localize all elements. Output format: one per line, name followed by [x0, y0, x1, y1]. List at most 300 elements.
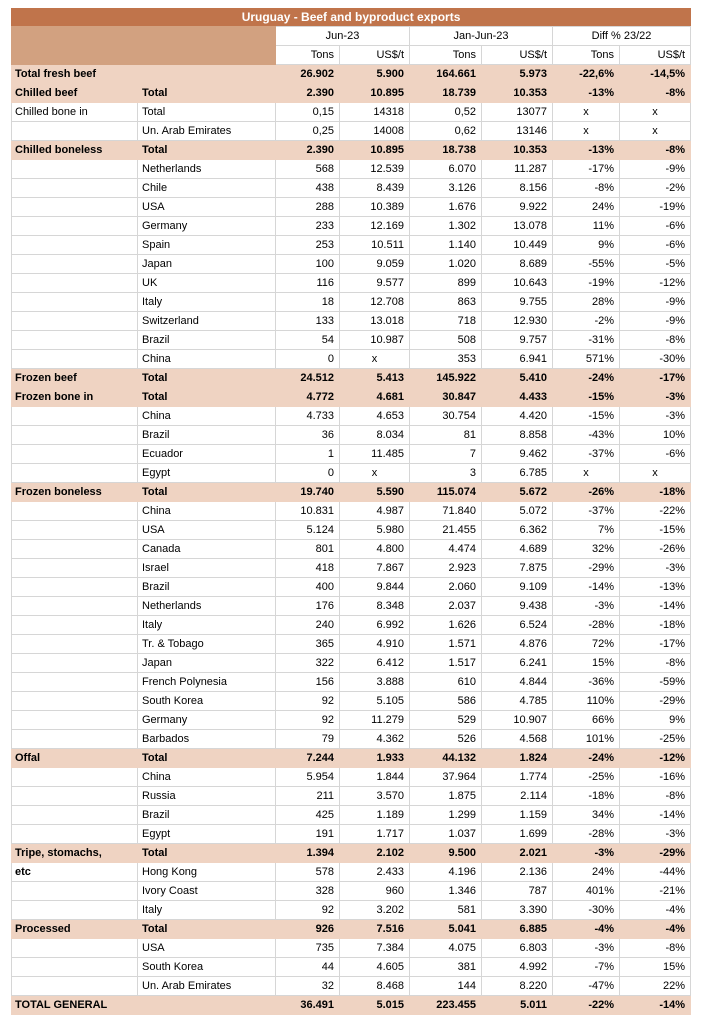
row-name: China [138, 407, 276, 426]
cell-value: 12.708 [340, 293, 410, 312]
cell-value: 2.136 [482, 863, 553, 882]
sub-header-usdt: US$/t [620, 46, 691, 65]
row-category [11, 597, 138, 616]
cell-value: 10.907 [482, 711, 553, 730]
cell-value: 401% [553, 882, 620, 901]
cell-value: -4% [553, 920, 620, 939]
cell-value: 4.689 [482, 540, 553, 559]
cell-value: 1.699 [482, 825, 553, 844]
cell-value: 28% [553, 293, 620, 312]
row-category [11, 502, 138, 521]
row-category [11, 939, 138, 958]
row-category [11, 464, 138, 483]
row-name: Italy [138, 293, 276, 312]
table-row [11, 654, 691, 673]
cell-value: -3% [620, 407, 691, 426]
cell-value: 12.539 [340, 160, 410, 179]
cell-value: 79 [276, 730, 340, 749]
cell-value: 36.491 [276, 996, 340, 1015]
cell-value: 26.902 [276, 65, 340, 84]
cell-value: 8.689 [482, 255, 553, 274]
cell-value: 425 [276, 806, 340, 825]
cell-value: -17% [620, 369, 691, 388]
cell-value: -15% [553, 407, 620, 426]
cell-value: 4.075 [410, 939, 482, 958]
cell-value: 30.847 [410, 388, 482, 407]
cell-value: 6.785 [482, 464, 553, 483]
table-row [11, 179, 691, 198]
table-row [11, 198, 691, 217]
row-category [11, 350, 138, 369]
cell-value: 13.018 [340, 312, 410, 331]
cell-value: -9% [620, 312, 691, 331]
row-category [11, 654, 138, 673]
cell-value: 3 [410, 464, 482, 483]
cell-value: 1.774 [482, 768, 553, 787]
cell-value: -26% [553, 483, 620, 502]
row-category [11, 217, 138, 236]
table-row [11, 749, 691, 768]
cell-value: 288 [276, 198, 340, 217]
table-row [11, 445, 691, 464]
cell-value: 568 [276, 160, 340, 179]
cell-value: -55% [553, 255, 620, 274]
table-row [11, 768, 691, 787]
row-category [11, 711, 138, 730]
cell-value: 10% [620, 426, 691, 445]
cell-value: 6.885 [482, 920, 553, 939]
row-category: Chilled bone in [11, 103, 138, 122]
row-category [11, 179, 138, 198]
table-title-row [11, 8, 691, 26]
sub-header-row [11, 46, 691, 65]
cell-value: 223.455 [410, 996, 482, 1015]
cell-value: 1.020 [410, 255, 482, 274]
cell-value: -44% [620, 863, 691, 882]
row-name: Un. Arab Emirates [138, 977, 276, 996]
cell-value: 4.568 [482, 730, 553, 749]
table-row [11, 407, 691, 426]
row-name: USA [138, 939, 276, 958]
cell-value: 7.384 [340, 939, 410, 958]
cell-value: 2.060 [410, 578, 482, 597]
table-row [11, 920, 691, 939]
cell-value: 7% [553, 521, 620, 540]
cell-value: -3% [620, 559, 691, 578]
table-row [11, 464, 691, 483]
cell-value: 7 [410, 445, 482, 464]
row-category [11, 806, 138, 825]
cell-value: 10.511 [340, 236, 410, 255]
cell-value: 2.923 [410, 559, 482, 578]
row-name: Un. Arab Emirates [138, 122, 276, 141]
cell-value: 12.169 [340, 217, 410, 236]
cell-value: -18% [620, 483, 691, 502]
row-category [11, 825, 138, 844]
sub-header-usdt: US$/t [340, 46, 410, 65]
cell-value: 11.485 [340, 445, 410, 464]
table-row [11, 996, 691, 1015]
cell-value: -8% [620, 939, 691, 958]
row-category [11, 312, 138, 331]
cell-value: -37% [553, 502, 620, 521]
cell-value: x [553, 103, 620, 122]
cell-value: 4.653 [340, 407, 410, 426]
cell-value: 116 [276, 274, 340, 293]
cell-value: 418 [276, 559, 340, 578]
cell-value: -59% [620, 673, 691, 692]
row-category [11, 274, 138, 293]
cell-value: 787 [482, 882, 553, 901]
cell-value: -13% [553, 141, 620, 160]
table-row [11, 331, 691, 350]
table-row [11, 312, 691, 331]
cell-value: 18.739 [410, 84, 482, 103]
row-category [11, 160, 138, 179]
cell-value: 0,25 [276, 122, 340, 141]
cell-value: -8% [620, 141, 691, 160]
cell-value: 14318 [340, 103, 410, 122]
row-name: Total [138, 84, 276, 103]
cell-value: -9% [620, 293, 691, 312]
cell-value: -4% [620, 901, 691, 920]
row-name: Total [138, 749, 276, 768]
cell-value: 11.279 [340, 711, 410, 730]
cell-value: 5.041 [410, 920, 482, 939]
cell-value: 365 [276, 635, 340, 654]
row-category [11, 692, 138, 711]
cell-value: -25% [553, 768, 620, 787]
cell-value: 9.500 [410, 844, 482, 863]
cell-value: -19% [553, 274, 620, 293]
cell-value: 0,62 [410, 122, 482, 141]
cell-value: -26% [620, 540, 691, 559]
cell-value: 5.973 [482, 65, 553, 84]
row-category [11, 787, 138, 806]
table-row [11, 711, 691, 730]
row-category: Total fresh beef [11, 65, 138, 84]
table-row [11, 236, 691, 255]
row-category [11, 901, 138, 920]
row-category: Frozen bone in [11, 388, 138, 407]
cell-value: 4.196 [410, 863, 482, 882]
cell-value: 4.362 [340, 730, 410, 749]
cell-value: 2.037 [410, 597, 482, 616]
table-row [11, 882, 691, 901]
cell-value: 11% [553, 217, 620, 236]
table-body [11, 65, 691, 1015]
cell-value: 1.037 [410, 825, 482, 844]
row-category [11, 559, 138, 578]
table-row [11, 255, 691, 274]
cell-value: 6.803 [482, 939, 553, 958]
table-row [11, 160, 691, 179]
cell-value: 54 [276, 331, 340, 350]
table-row [11, 578, 691, 597]
cell-value: x [620, 122, 691, 141]
cell-value: 1.875 [410, 787, 482, 806]
cell-value: x [620, 103, 691, 122]
cell-value: 8.156 [482, 179, 553, 198]
cell-value: 801 [276, 540, 340, 559]
table-row [11, 65, 691, 84]
cell-value: 92 [276, 711, 340, 730]
cell-value: 960 [340, 882, 410, 901]
cell-value: -3% [553, 844, 620, 863]
cell-value: 2.390 [276, 84, 340, 103]
cell-value: 13.078 [482, 217, 553, 236]
row-category: etc [11, 863, 138, 882]
cell-value: 36 [276, 426, 340, 445]
row-category: Frozen beef [11, 369, 138, 388]
sub-header-tons: Tons [276, 46, 340, 65]
cell-value: 5.954 [276, 768, 340, 787]
cell-value: 863 [410, 293, 482, 312]
cell-value: 1.517 [410, 654, 482, 673]
cell-value: -31% [553, 331, 620, 350]
cell-value: 22% [620, 977, 691, 996]
table-row [11, 559, 691, 578]
cell-value: -17% [620, 635, 691, 654]
cell-value: -3% [620, 825, 691, 844]
row-category: Processed [11, 920, 138, 939]
cell-value: -14% [553, 578, 620, 597]
row-name: Barbados [138, 730, 276, 749]
row-category: Tripe, stomachs, [11, 844, 138, 863]
row-name: Brazil [138, 426, 276, 445]
cell-value: -8% [553, 179, 620, 198]
cell-value: 176 [276, 597, 340, 616]
cell-value: 9.438 [482, 597, 553, 616]
cell-value: 0,15 [276, 103, 340, 122]
cell-value: 133 [276, 312, 340, 331]
cell-value: 24% [553, 198, 620, 217]
row-name: Italy [138, 616, 276, 635]
cell-value: -14% [620, 806, 691, 825]
cell-value: 8.858 [482, 426, 553, 445]
cell-value: -25% [620, 730, 691, 749]
cell-value: -30% [553, 901, 620, 920]
cell-value: 4.433 [482, 388, 553, 407]
cell-value: -22% [553, 996, 620, 1015]
cell-value: 4.605 [340, 958, 410, 977]
row-category [11, 426, 138, 445]
cell-value: -22,6% [553, 65, 620, 84]
cell-value: 1.571 [410, 635, 482, 654]
cell-value: 1 [276, 445, 340, 464]
row-category: TOTAL GENERAL [11, 996, 138, 1015]
cell-value: 8.348 [340, 597, 410, 616]
cell-value: 0,52 [410, 103, 482, 122]
table-row [11, 787, 691, 806]
cell-value: -6% [620, 445, 691, 464]
cell-value: 2.390 [276, 141, 340, 160]
cell-value: 0 [276, 350, 340, 369]
cell-value: 115.074 [410, 483, 482, 502]
cell-value: 5.413 [340, 369, 410, 388]
cell-value: 1.159 [482, 806, 553, 825]
cell-value: 5.980 [340, 521, 410, 540]
row-name: Ivory Coast [138, 882, 276, 901]
sub-header-usdt: US$/t [482, 46, 553, 65]
cell-value: 19.740 [276, 483, 340, 502]
cell-value: -13% [553, 84, 620, 103]
cell-value: -8% [620, 654, 691, 673]
cell-value: -14% [620, 597, 691, 616]
cell-value: 1.626 [410, 616, 482, 635]
cell-value: 1.824 [482, 749, 553, 768]
cell-value: 233 [276, 217, 340, 236]
row-category [11, 331, 138, 350]
cell-value: 9.109 [482, 578, 553, 597]
cell-value: 4.785 [482, 692, 553, 711]
row-name: China [138, 502, 276, 521]
cell-value: 6.412 [340, 654, 410, 673]
row-name: South Korea [138, 958, 276, 977]
cell-value: 3.570 [340, 787, 410, 806]
row-name [138, 996, 276, 1015]
cell-value: -16% [620, 768, 691, 787]
cell-value: 4.772 [276, 388, 340, 407]
cell-value: 10.895 [340, 84, 410, 103]
table-row [11, 141, 691, 160]
row-name: Total [138, 483, 276, 502]
cell-value: 610 [410, 673, 482, 692]
row-name: Japan [138, 255, 276, 274]
row-name: Total [138, 844, 276, 863]
cell-value: 34% [553, 806, 620, 825]
row-name: Japan [138, 654, 276, 673]
table-row [11, 483, 691, 502]
table-row [11, 388, 691, 407]
cell-value: -3% [553, 939, 620, 958]
cell-value: 5.410 [482, 369, 553, 388]
cell-value: 5.672 [482, 483, 553, 502]
cell-value: -8% [620, 331, 691, 350]
cell-value: 21.455 [410, 521, 482, 540]
cell-value: 15% [553, 654, 620, 673]
cell-value: 145.922 [410, 369, 482, 388]
cell-value: -7% [553, 958, 620, 977]
row-name: French Polynesia [138, 673, 276, 692]
cell-value: 10.895 [340, 141, 410, 160]
cell-value: 529 [410, 711, 482, 730]
header-spacer [11, 26, 276, 46]
table-row [11, 217, 691, 236]
cell-value: 14008 [340, 122, 410, 141]
cell-value: 9.462 [482, 445, 553, 464]
row-name: Ecuador [138, 445, 276, 464]
row-name: South Korea [138, 692, 276, 711]
cell-value: 3.202 [340, 901, 410, 920]
table-row [11, 825, 691, 844]
cell-value: -29% [553, 559, 620, 578]
table-row [11, 958, 691, 977]
cell-value: 4.800 [340, 540, 410, 559]
row-category [11, 407, 138, 426]
row-name: Total [138, 388, 276, 407]
cell-value: 100 [276, 255, 340, 274]
cell-value: 8.220 [482, 977, 553, 996]
cell-value: 240 [276, 616, 340, 635]
table-row [11, 502, 691, 521]
cell-value: -5% [620, 255, 691, 274]
table-row [11, 616, 691, 635]
row-category [11, 616, 138, 635]
cell-value: 9.755 [482, 293, 553, 312]
sub-header-tons: Tons [410, 46, 482, 65]
cell-value: 6.992 [340, 616, 410, 635]
cell-value: 4.876 [482, 635, 553, 654]
row-name: Chile [138, 179, 276, 198]
cell-value: 8.468 [340, 977, 410, 996]
cell-value: 24.512 [276, 369, 340, 388]
row-name: USA [138, 198, 276, 217]
cell-value: 1.676 [410, 198, 482, 217]
cell-value: 328 [276, 882, 340, 901]
cell-value: 18.738 [410, 141, 482, 160]
column-group-janjun23: Jan-Jun-23 [410, 26, 553, 46]
row-name: Netherlands [138, 160, 276, 179]
cell-value: 5.105 [340, 692, 410, 711]
cell-value: 72% [553, 635, 620, 654]
table-row [11, 103, 691, 122]
table-row [11, 635, 691, 654]
cell-value: 578 [276, 863, 340, 882]
cell-value: 44.132 [410, 749, 482, 768]
cell-value: 6.941 [482, 350, 553, 369]
table-row [11, 369, 691, 388]
row-name [138, 65, 276, 84]
table-row [11, 692, 691, 711]
cell-value: -14% [620, 996, 691, 1015]
row-category: Frozen boneless [11, 483, 138, 502]
cell-value: 718 [410, 312, 482, 331]
table-row [11, 673, 691, 692]
row-name: Israel [138, 559, 276, 578]
cell-value: 144 [410, 977, 482, 996]
cell-value: -29% [620, 692, 691, 711]
row-category: Chilled boneless [11, 141, 138, 160]
cell-value: x [340, 464, 410, 483]
cell-value: -6% [620, 217, 691, 236]
table-row [11, 844, 691, 863]
cell-value: 13146 [482, 122, 553, 141]
cell-value: 18 [276, 293, 340, 312]
cell-value: 4.910 [340, 635, 410, 654]
table-title: Uruguay - Beef and byproduct exports [11, 8, 691, 26]
cell-value: -19% [620, 198, 691, 217]
cell-value: 3.390 [482, 901, 553, 920]
cell-value: -28% [553, 616, 620, 635]
cell-value: -18% [553, 787, 620, 806]
row-name: Germany [138, 217, 276, 236]
cell-value: 2.021 [482, 844, 553, 863]
cell-value: 66% [553, 711, 620, 730]
cell-value: 1.346 [410, 882, 482, 901]
row-name: China [138, 350, 276, 369]
cell-value: -30% [620, 350, 691, 369]
row-name: Canada [138, 540, 276, 559]
row-category [11, 445, 138, 464]
row-category [11, 255, 138, 274]
cell-value: -36% [553, 673, 620, 692]
row-category [11, 236, 138, 255]
cell-value: 191 [276, 825, 340, 844]
cell-value: 13077 [482, 103, 553, 122]
cell-value: -2% [553, 312, 620, 331]
cell-value: 6.524 [482, 616, 553, 635]
